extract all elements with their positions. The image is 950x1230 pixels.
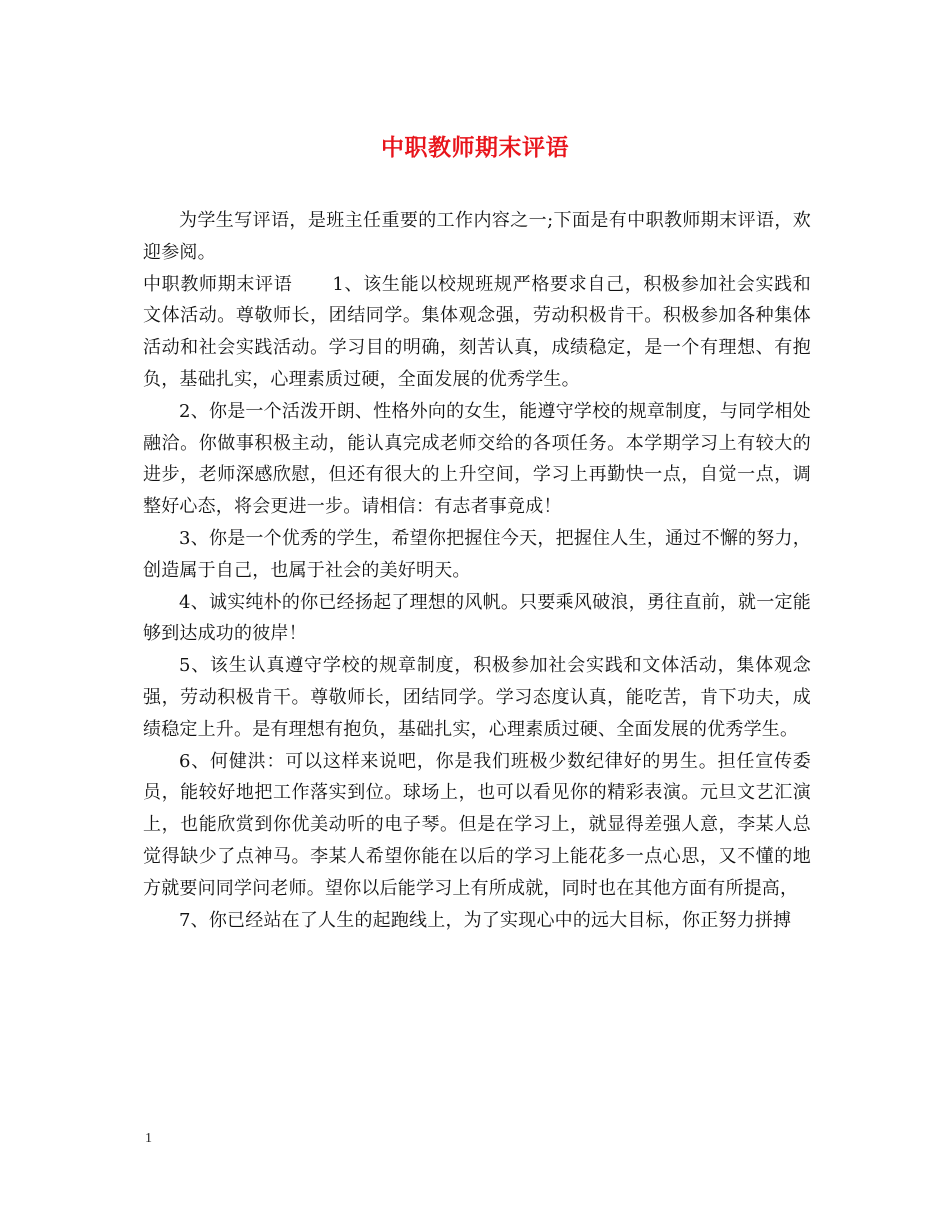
paragraph-item-4: 4、诚实纯朴的你已经扬起了理想的风帆。只要乘风破浪，勇往直前，就一定能够到达成功的彼岸！ bbox=[143, 591, 811, 645]
paragraph-item-1 bbox=[143, 269, 811, 396]
paragraph-item-5: 5、该生认真遵守学校的规章制度，积极参加社会实践和文体活动，集体观念强，劳动积极肯干。尊敬师长，团结同学。学习态度认真，能吃苦，肯下功夫，成绩稳定上升。是有理想有抱负，基础扎实，心理素质过硬、全面发展的优秀学生。 bbox=[143, 655, 811, 740]
paragraph-item-3: 3、你是一个优秀的学生，希望你把握住今天，把握住人生，通过不懈的努力，创造属于自己，也属于社会的美好明天。 bbox=[143, 527, 811, 581]
item-1-text: 1、该生能以校规班规严格要求自己，积极参加社会实践和文体活动。尊敬师长，团结同学。集体观念强，劳动积极肯干。积极参加各种集体活动和社会实践活动。学习目的明确，刻苦认真，成绩稳定，是一个有理想、有抱负，基础扎实，心理素质过硬，全面发展的优秀学生。 bbox=[143, 273, 811, 390]
paragraph-item-6: 6、何健洪：可以这样来说吧，你是我们班极少数纪律好的男生。担任宣传委员，能较好地把工作落实到位。球场上，也可以看见你的精彩表演。元旦文艺汇演上，也能欣赏到你优美动听的电子琴。但是在学习上，就显得差强人意，李某人总觉得缺少了点神马。李某人希望你能在以后的学习上能花多一点心思，又不懂的地方就要问同学问老师。望你以后能学习上有所成就，同时也在其他方面有所提高， bbox=[143, 750, 811, 899]
section-label: 中职教师期末评语 bbox=[143, 273, 293, 295]
document-body bbox=[143, 205, 811, 936]
page-number: 1 bbox=[145, 1131, 152, 1146]
paragraph-item-7: 7、你已经站在了人生的起跑线上，为了实现心中的远大目标，你正努力拼搏 bbox=[179, 909, 792, 931]
paragraph-item-2: 2、你是一个活泼开朗、性格外向的女生，能遵守学校的规章制度，与同学相处融洽。你做事积极主动，能认真完成老师交给的各项任务。本学期学习上有较大的进步，老师深感欣慰，但还有很大的上升空间，学习上再勤快一点，自觉一点，调整好心态，将会更进一步。请相信：有志者事竟成！ bbox=[143, 400, 811, 518]
intro-paragraph: 为学生写评语，是班主任重要的工作内容之一;下面是有中职教师期末评语，欢迎参阅。 bbox=[143, 210, 811, 263]
document-title: 中职教师期末评语 bbox=[381, 134, 569, 161]
